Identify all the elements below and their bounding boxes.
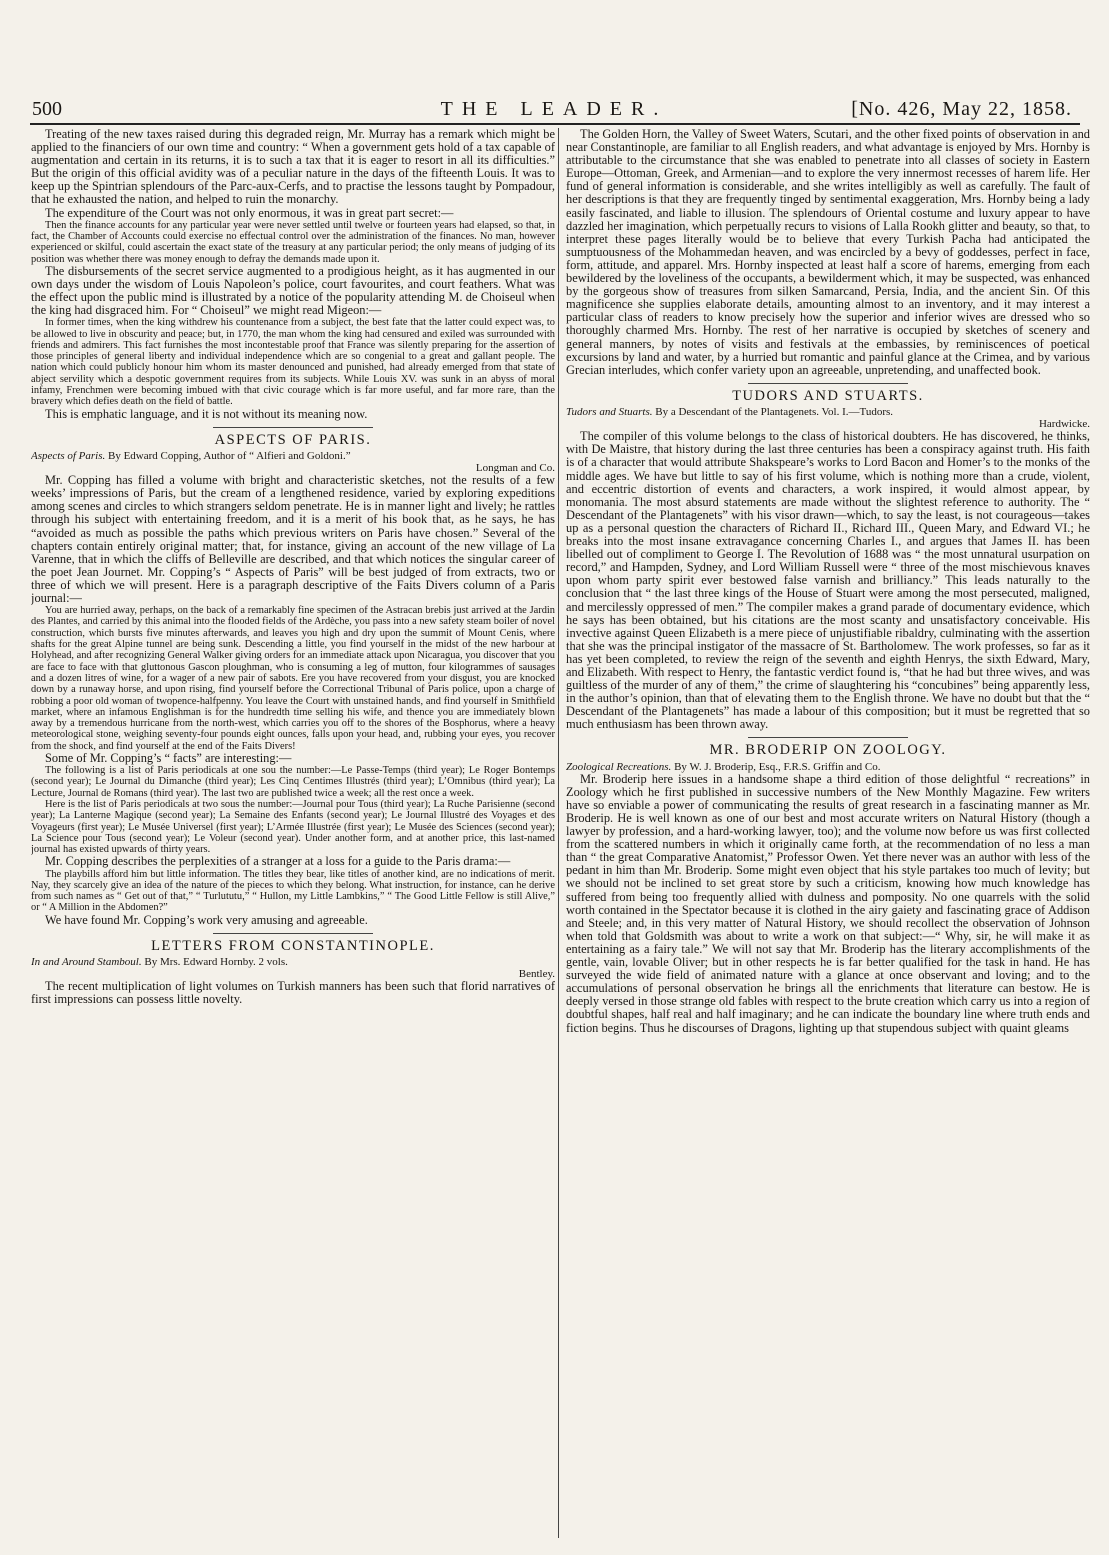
quote-choiseul: In former times, when the king withdrew his countenance from a subject, the best fate that the latter could expect was, to be allowed to live in obscurity and peace; but, in 1770, the man whom the king had censured and exiled was surrounded with friends and admirers. This fact furnishes the most incontestable proof that France was silently preparing for the assertion of those principles of general liberty and individual independence which are so congenial to a great and gallant people. The nation which could publicly honour him whom its master denounced and punished, had already emerged from that state of abject servility which a despotic government requires from its subjects. While Louis XV. was sunk in an abyss of moral infamy, Frenchmen were becoming imbued with that civic courage which is far more useful, and far more rare, than the bravery which defies death on the field of battle. (31, 317, 555, 408)
book-title: Aspects of Paris. (31, 449, 106, 462)
bibliographic-line (31, 956, 555, 968)
bibliographic-line (566, 406, 1090, 418)
book-author: By a Descendant of the Plantagenets. Vol. I.—Tudors. (655, 405, 894, 418)
issue-line: [No. 426, May 22, 1858. (851, 98, 1072, 120)
column-divider (558, 128, 559, 1538)
left-column (31, 128, 555, 1538)
publisher: Hardwicke. (1038, 418, 1090, 431)
section-heading-tudors: TUDORS AND STUARTS. (732, 387, 924, 404)
amusing-paragraph: We have found Mr. Copping’s work very amusing and agreeable. (45, 912, 368, 927)
publisher: Griffin and Co. (813, 760, 881, 773)
section-heading-paris: ASPECTS OF PARIS. (214, 431, 372, 448)
quote-finance-accounts: Then the finance accounts for any particular year were never settled until twelve or fourteen years had elapsed, so that, in fact, the Chamber of Accounts could exercise no effectual control over the administration of the finances. No man, however experienced or skilful, could ascertain the exact state of the treasury at any particular period; the only means of judging of its position was whether there was money enough to defray the demands made upon it. (31, 219, 555, 265)
section-divider (748, 737, 908, 738)
section-divider (748, 383, 908, 384)
constantinople-paragraph: The recent multiplication of light volumes on Turkish manners has been such that florid narratives of first impressions can possess little novelty. (31, 979, 555, 1007)
book-title: Tudors and Stuarts. (566, 405, 653, 418)
quote-one-sou-periodicals: The following is a list of Paris periodicals at one sou the number:—Le Passe-Temps (third year); Le Roger Bontemps (second year); Le Journal du Dimanche (third year); Les Cinq Centimes Illustrés (third year); L’Omnibus (third year); La Lecture, Journal de Romans (third year). The last two are published twice a week; all the rest once a week. (31, 765, 555, 799)
book-author: By W. J. Broderip, Esq., F.R.S. (674, 760, 811, 773)
paris-review-paragraph: Mr. Copping has filled a volume with bright and characteristic sketches, not the results of a few weeks’ impressions of Paris, but the cream of a lengthened residence, varied by exploring expeditions among scenes and circles to which strangers seldom penetrate. He is in manner light and lively; he rattles through his subject with entertaining freedom, and it is a merit of his book that, as he says, he has “avoided as much as possible the paths which previous writers on Paris have chosen.” Several of the chapters contain entirely original matter; that, for instance, giving an account of the new village of La Varenne, that in which the cliffs of Belleville are described, and that which notices the singular career of the poet Jean Journet. Mr. Copping’s “ Aspects of Paris” will be best judged of from extracts, two or three of which we will present. Here is a paragraph descriptive of the Faits Divers column of a Paris journal:— (31, 473, 555, 606)
section-divider (213, 933, 373, 934)
tudors-paragraph: The compiler of this volume belongs to the class of historical doubters. He has discovered, he thinks, with De Maistre, that history during the last three centuries has been a conspiracy against truth. His faith is of a character that would attribute Shakspeare’s works to Lord Bacon and Homer’s to the monks of the middle ages. We have but little to say of his first volume, which is nothing more than a crude, violent, and eccentric distortion of events and characters, a work inspired, it would almost appear, by monomania. The most absurd statements are made without the slightest reference to authority. The “ Descendant of the Plantagenets” with his visor drawn—which, to say the least, is not courageous—takes up as a personal question the characters of Richard II., Richard III., Queen Mary, and Edward VI.; he breaks into the most insane extravagance concerning Charles I., and argues that James II. has been libelled out of compliment to George I. The Revolution of 1688 was “ the most unnatural usurpation on record,” and Hampden, Sydney, and Lord William Russell were “ three of the most mischievous knaves upon whom party spirit ever bestowed false varnish and brilliancy.” This leads naturally to the conclusion that “ the last three kings of the House of Stuart were among the most persecuted, maligned, and mercilessly oppressed of men.” The compiler makes a grand parade of documentary evidence, which he says has been obtained, but his citations are the most scanty and unsatisfactory conceivable. His invective against Queen Elizabeth is a mere piece of unjustifiable ribaldry, culminating with the assertion that she was the principal instigator of the massacre of St. Bartholomew. The work professes, so far as it has yet been completed, to review the reign of the seventh and eighth Henrys, the sixth Edward, Mary, and Elizabeth. With respect to Henry, the fantastic verdict found is, “that he had but three wives, and was guiltless of the murder of any of them,” the crime of slaughtering his “concubines” being apparently less, in the author’s opinion, than that of elevating them to the English throne. We have no doubt but that the “ Descendant of the Plantagenets” has made a labour of this composition; but it must be regretted that so much enthusiasm has been thrown away. (566, 429, 1090, 732)
book-author: By Mrs. Edward Hornby. 2 vols. (144, 955, 288, 968)
right-column (566, 128, 1090, 1538)
section-heading-zoology: MR. BRODERIP ON ZOOLOGY. (709, 742, 947, 759)
page-number: 500 (32, 98, 62, 120)
masthead (30, 96, 1078, 126)
section-divider (213, 427, 373, 428)
disbursements-paragraph: The disbursements of the secret service augmented to a prodigious height, as it has augmented in our own days under the wisdom of Louis Napoleon’s police, court favourites, and court feathers. What was the effect upon the public mind is illustrated by a notice of the popularity attending M. de Choiseul when the king had disgraced him. For “ Choiseul” we might read Migeon:— (31, 263, 555, 318)
intro-paragraph: Treating of the new taxes raised during this degraded reign, Mr. Murray has a remark which might be applied to the financiers of our own time and country: “ When a government gets hold of a tax capable of augmentation and certain in its returns, it is to such a tax that it is eager to resort in all its difficulties.” But the origin of this official avidity was of a peculiar nature in the days of the fifteenth Louis. It was to keep up the Spintrian splendours of the Parc-aux-Cerfs, and to practise the lessons taught by Pompadour, that he exhausted the nation, and helped to ruin the monarchy. (31, 128, 555, 207)
quote-playbills: The playbills afford him but little information. The titles they bear, like titles of another kind, are no indications of merit. Nay, they scarcely give an idea of the nature of the pieces to which they belong. What instruction, for instance, can he derive from such names as “ Get out of that,” “ Turlututu,” “ Hullon, my Little Lambkins,” “ The Good Little Fellow is still Alive,” or “ A Million in the Abdomen?” (31, 868, 555, 914)
publisher: Bentley. (518, 968, 555, 981)
publisher: Longman and Co. (475, 461, 555, 474)
quote-two-sous-periodicals: Here is the list of Paris periodicals at two sous the number:—Journal pour Tous (third year); La Ruche Parisienne (second year); La Lanterne Magique (second year); La Semaine des Enfants (second year); Le Journal Illustré des Voyages et des Voyageurs (first year); Le Musée Universel (first year); L’Armée Illustrée (first year); Le Musée des Sciences (second year); La Science pour Tous (second year); Le Voleur (second year). Under another form, and at another price, this last-named journal has existed upwards of thirty years. (31, 798, 555, 856)
perplexities-paragraph: Mr. Copping describes the perplexities of a stranger at a loss for a guide to the Paris drama:— (45, 854, 511, 869)
expenditure-paragraph: The expenditure of the Court was not only enormous, it was in great part secret:— (45, 205, 454, 220)
zoology-paragraph: Mr. Broderip here issues in a handsome shape a third edition of those delightful “ recreations” in Zoology which he first published in successive numbers of the New Monthly Magazine. Few writers have so enviable a power of communicating the results of great research in a fascinating manner as Mr. Broderip. He is well known as one of our best and most accurate writers on Natural History (though a lawyer by profession, and a hard-working lawyer, too); and the volume now before us was first collected from the scattered numbers in which it originally came forth, at the recommendation of no less a man than “ the great Comparative Anatomist,” Professor Owen. Yet there never was an author with less of the pedant in him than Mr. Broderip. Some might even object that his style partakes too much of levity; but we should not be inclined to set great store by such a criticism, knowing how much knowledge has suffered from being too frequently allied with dulness and pomposity. No one quarrels with the solid worth contained in the Spectator because it is clothed in the airy gaiety and fascinating grace of Addison and Steele; and, in this very matter of Natural History, we should recollect the observation of Johnson when told that Goldsmith was about to write a work on that subject:—“ Why, sir, he will make it as entertaining as a fairy tale.” We will not say that Mr. Broderip has the literary accomplishments of the gentle, vain, lovable Oliver; but in other respects he is far better qualified for the task in hand. He has surveyed the wide field of animated nature with a glance at once observant and loving; and to the accumulations of personal observation he brings all the enrichments that literature can bestow. He is deeply versed in those strange old fables with respect to the brute creation which carry us into a region of doubtful shapes, half real and half imaginary; and he can indicate the boundary line where truth ends and fiction begins. Thus he discourses of Dragons, lighting up that stupendous subject with quaint gleams (566, 771, 1090, 1035)
section-heading-constantinople: LETTERS FROM CONSTANTINOPLE. (151, 937, 435, 954)
bibliographic-line (566, 761, 1090, 773)
constantinople-continued-paragraph: The Golden Horn, the Valley of Sweet Waters, Scutari, and the other fixed points of observation in and near Constantinople, are familiar to all English readers, and what advantage is enjoyed by Mrs. Hornby is attributable to the circumstance that she was enabled to penetrate into all classes of society in Eastern Europe—Ottoman, Greek, and Armenian—and to explore the very innermost recesses of harem life. Her fund of general information is considerable, and she writes intelligibly as well as carefully. The fault of her descriptions is that they are frequently tinged by sentimental exaggeration, Mrs. Hornby being a lady easily fascinated, and liable to illusion. The splendours of Oriental costume and luxury appear to have dazzled her imagination, which perpetually recurs to visions of Lalla Rookh glitter and beauty, so that, to interpret these pages literally would be to believe that every Turkish Pacha had anticipated the sumptuousness of the Mohammedan heaven, and was encircled by a bevy of goddesses, perfect in face, form, attitude, and apparel. Mrs. Hornby inspected at least half a score of harems, emerging from each bewildered by the loveliness of the occupants, a bewilderment which, it may be suspected, was enhanced by the gorgeous show of treasures from silken Samarcand, Persia, India, and the ancient Sin. Of this magnificence she supplies elaborate details, amounting almost to an inventory, and it may interest a particular class of readers to know precisely how the superior and inferior wives are dressed who so thoroughly charmed Mrs. Hornby. The rest of her narrative is occupied by sketches of scenery and general manners, by notes of visits and festivals at the embassies, by reminiscences of poetical excursions by land and water, by a hurried but romantic and painful glance at the Crimea, and by various Grecian interludes, which confer variety upon an agreeable, unpretending, and unaffected book. (566, 128, 1090, 377)
bibliographic-line (31, 450, 555, 462)
masthead-rule (30, 123, 1080, 125)
book-title: In and Around Stamboul. (31, 955, 142, 968)
emphatic-paragraph: This is emphatic language, and it is not without its meaning now. (45, 406, 368, 421)
journal-title: THE LEADER. (440, 98, 668, 120)
book-title: Zoological Recreations. (566, 760, 672, 773)
facts-paragraph: Some of Mr. Copping’s “ facts” are interesting:— (45, 750, 292, 765)
book-author: By Edward Copping, Author of “ Alfieri and Goldoni.” (108, 449, 351, 462)
quote-faits-divers: You are hurried away, perhaps, on the back of a remarkably fine specimen of the Astracan brebis just arrived at the Jardin des Plantes, and carried by this animal into the flooded fields of the Ardèche, you pass into a new safety steam boiler of novel construction, which bursts five minutes afterwards, and leaves you high and dry upon the summit of Mount Cenis, where shafts for the great Alpine tunnel are being sunk. Descending a little, you find yourself in the midst of the new harbour at Holyhead, and after recognizing General Walker giving orders for an immediate attack upon Nicaragua, you discover that you are face to face with that gluttonous Gascon ploughman, who is consuming a leg of mutton, four kilogrammes of sausages and a dozen litres of wine, for a wager of a new pair of sabots. Ere you have recovered from your disgust, you are knocked down by a runaway horse, and upon rising, find yourself before the Correctional Tribunal of Paris police, upon a charge of robbing a poor old woman of twopence-halfpenny. You leave the Court with unstained hands, and find yourself in Smithfield market, where an infamous Englishman is for the hundredth time selling his wife, and thence you are immediately blown away by a tremendous hurricane from the north-west, which carries you off to the shores of the Bosphorus, where a heavy meteorological stone, weighing seventy-four pounds eight ounces, falls upon your head, and, rubbing your eyes, you recover from the shock, and find yourself at the end of the Faits Divers! (31, 605, 555, 752)
